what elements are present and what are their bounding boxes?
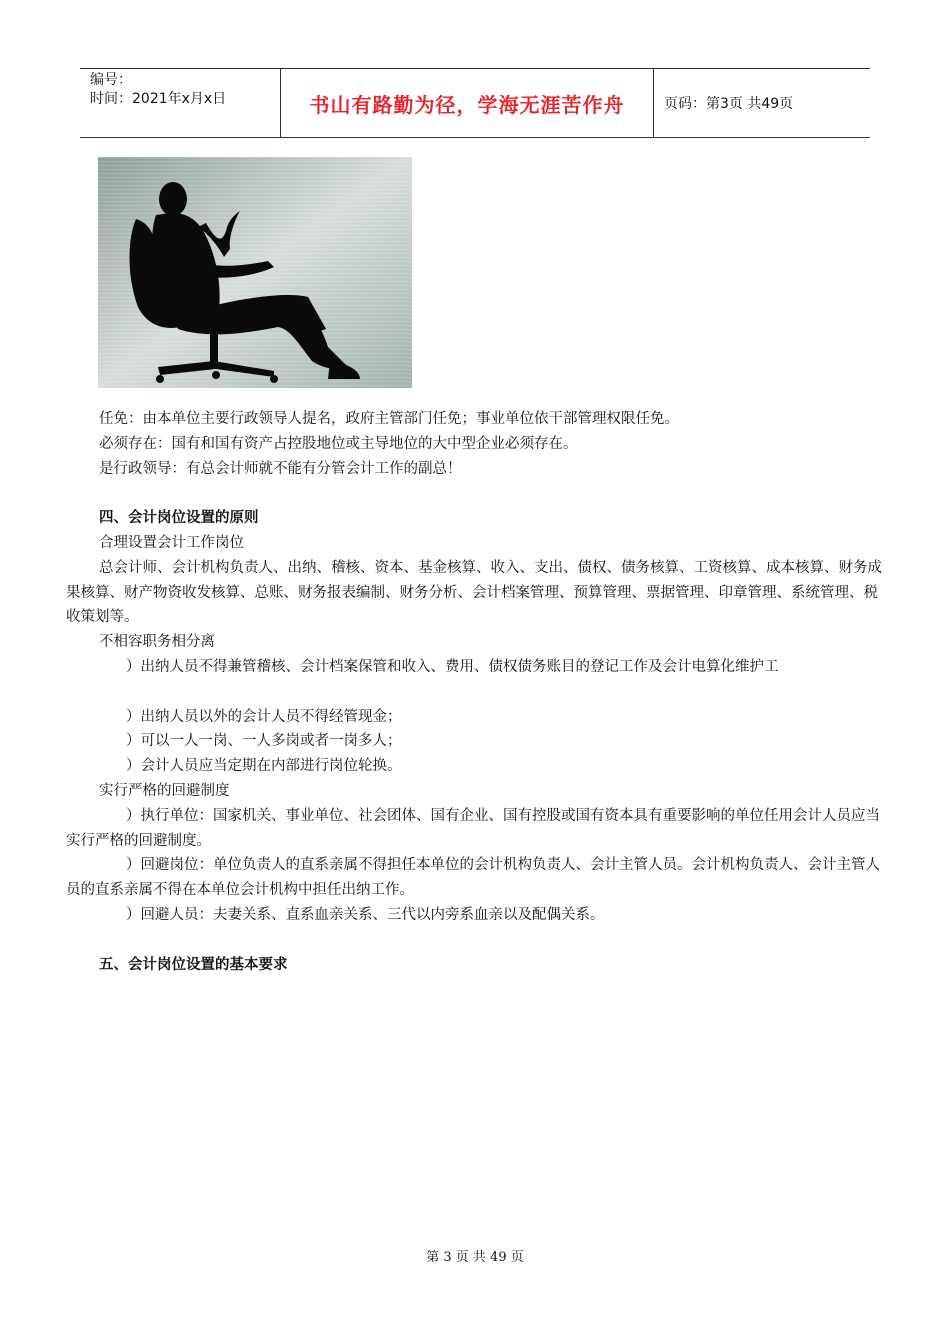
section-heading-5: 五、会计岗位设置的基本要求 (99, 956, 288, 973)
time-label: 时间：2021年x月x日 (90, 91, 227, 107)
list-item-executing-units: ）执行单位：国家机关、事业单位、社会团体、国有企业、国有控股或国有资本具有重要影响的单位任用会计人员应当实行严格的回避制度。 (66, 807, 880, 849)
paragraph-must-exist: 必须存在：国有和国有资产占控股地位或主导地位的大中型企业必须存在。 (99, 435, 578, 452)
number-label: 编号： (90, 72, 132, 88)
page-footer: 第 3 页 共 49 页 (426, 1250, 524, 1265)
subheading-avoidance: 实行严格的回避制度 (99, 782, 230, 799)
page-header (80, 68, 870, 138)
header-page-label: 页码：第3页 共49页 (664, 96, 794, 112)
list-item-no-cash: ）出纳人员以外的会计人员不得经管现金； (126, 708, 402, 725)
header-meta (80, 69, 281, 137)
list-item-avoidance-persons: ）回避人员：夫妻关系、直系血亲关系、三代以内旁系血亲以及配偶关系。 (126, 906, 605, 923)
subheading-incompatible-duties: 不相容职务相分离 (99, 634, 215, 651)
list-item-avoidance-posts: ）回避岗位：单位负责人的直系亲属不得担任本单位的会计机构负责人、会计主管人员。会计机构负责人、会计主管人员的直系亲属不得在本单位会计机构中担任出纳工作。 (66, 857, 880, 899)
list-item-rotation: ）会计人员应当定期在内部进行岗位轮换。 (126, 758, 402, 775)
section-heading-4: 四、会计岗位设置的原则 (99, 510, 259, 527)
document-body (66, 407, 890, 977)
list-item-cashier-restriction: ）出纳人员不得兼管稽核、会计档案保管和收入、费用、债权债务账目的登记工作及会计电算化维护工 (126, 658, 779, 675)
paragraph-administrative: 是行政领导：有总会计师就不能有分管会计工作的副总！ (99, 460, 462, 477)
businessman-silhouette-image (98, 157, 412, 388)
list-item-post-allocation: ）可以一人一岗、一人多岗或者一岗多人； (126, 733, 402, 750)
paragraph-positions-list: 总会计师、会计机构负责人、出纳、稽核、资本、基金核算、收入、支出、债权、债务核算、工资核算、成本核算、财务成果核算、财产物资收发核算、总账、财务报表编制、财务分析、会计档案管理、预算管理、票据管理、印章管理、系统管理、税收策划等。 (66, 559, 882, 626)
paragraph-appointment: 任免：由本单位主要行政领导人提名，政府主管部门任免；事业单位依干部管理权限任免。 (99, 411, 679, 427)
subheading-reasonable-setup: 合理设置会计工作岗位 (99, 534, 244, 551)
header-motto: 书山有路勤为径，学海无涯苦作舟 (281, 69, 654, 137)
